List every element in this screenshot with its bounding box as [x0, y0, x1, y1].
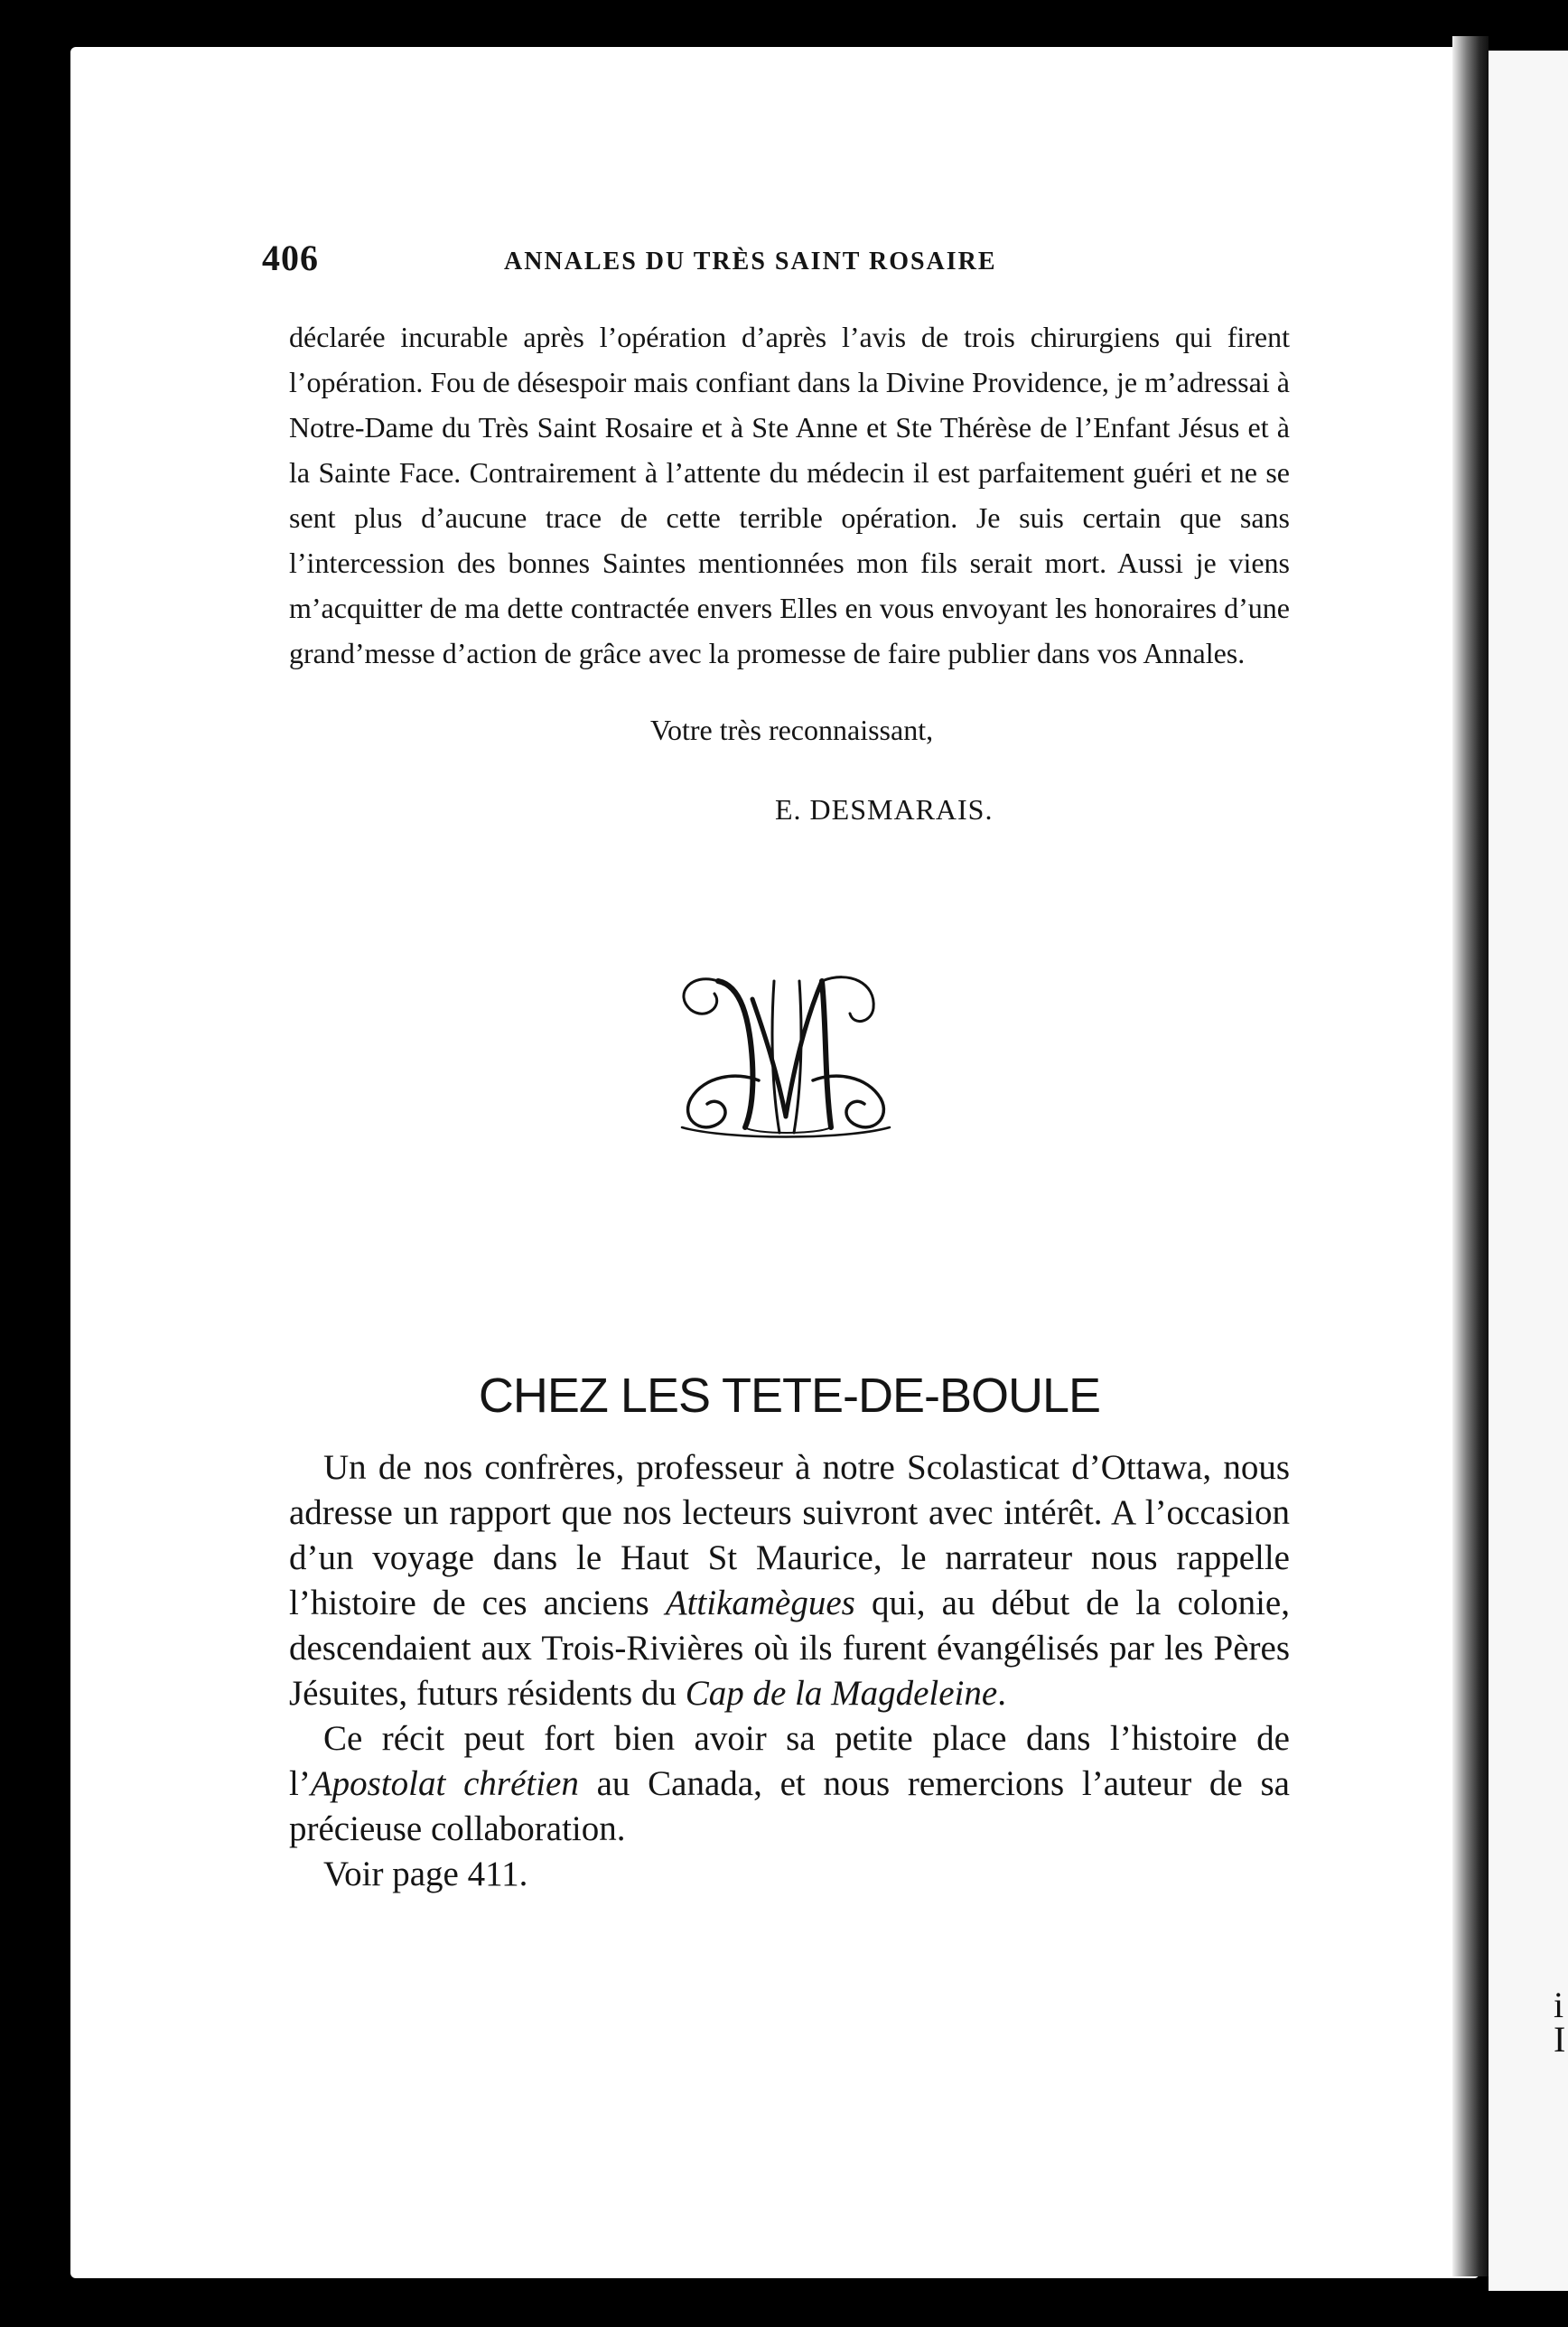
next-page-fragment: I: [1554, 2019, 1566, 2060]
marian-monogram-icon: [664, 963, 908, 1144]
article-title: CHEZ LES TETE-DE-BOULE: [478, 1369, 1101, 1423]
text-run: qui, au début de la colonie, descendaient aux Trois-Rivières où ils furent évangélisés par les Pères Jésuites, futurs résidents du: [289, 1584, 1290, 1713]
letter-paragraph: déclarée incurable après l’opération d’après l’avis de trois chirurgiens qui firent l’opération. Fou de désespoir mais confiant dans la Divine Providence, je m’adressai à Notre-Dame du Très Saint Rosaire et à Ste Anne et Ste Thérèse de l’Enfant Jésus et à la Sainte Face. Contrairement à l’attente du médecin il est parfaitement guéri et ne se sent plus d’aucune trace de cette terrible opération. Je suis certain que sans l’intercession des bonnes Saintes mentionnées mon fils serait mort. Aussi je viens m’acquitter de ma dette contractée envers Elles en vous envoyant les honoraires d’une grand’messe d’action de grâce avec la promesse de faire publier dans vos Annales.: [289, 321, 1290, 669]
letter-signature: E. DESMARAIS.: [775, 793, 994, 826]
book-gutter: [1452, 36, 1489, 2276]
article-paragraph: Voir page 411.: [323, 1855, 528, 1893]
running-head: [262, 237, 1290, 287]
letter-text: [289, 314, 1290, 676]
next-page-fragment: i: [1554, 1985, 1564, 2025]
page-number: 406: [262, 238, 319, 278]
page-content: [262, 237, 1290, 1897]
letter-closing: Votre très reconnaissant,: [650, 714, 934, 746]
article-text: [289, 1445, 1290, 1897]
next-page-edge: [1489, 51, 1568, 2291]
text-run: au Canada, et nous remercions l’auteur de sa précieuse collaboration.: [289, 1764, 1290, 1848]
text-run: Ce récit peut fort bien avoir sa petite place dans l’histoire de l’: [289, 1719, 1290, 1803]
italic-text: Attikamègues: [665, 1584, 855, 1622]
text-run: Un de nos confrères, professeur à notre Scolasticat d’Ottawa, nous adresse un rapport que nos lecteurs suivront avec intérêt. A l’occasion d’un voyage dans le Haut St Maurice, le narrateur nous rappelle l’histoire de ces anciens: [289, 1448, 1290, 1622]
italic-text: Apostolat chrétien: [310, 1764, 579, 1803]
article-paragraph: [289, 1716, 1290, 1852]
journal-title: ANNALES DU TRÈS SAINT ROSAIRE: [504, 248, 997, 276]
text-run: .: [997, 1674, 1006, 1713]
article-paragraph: [289, 1445, 1290, 1716]
italic-text: Cap de la Magdeleine: [685, 1674, 998, 1713]
